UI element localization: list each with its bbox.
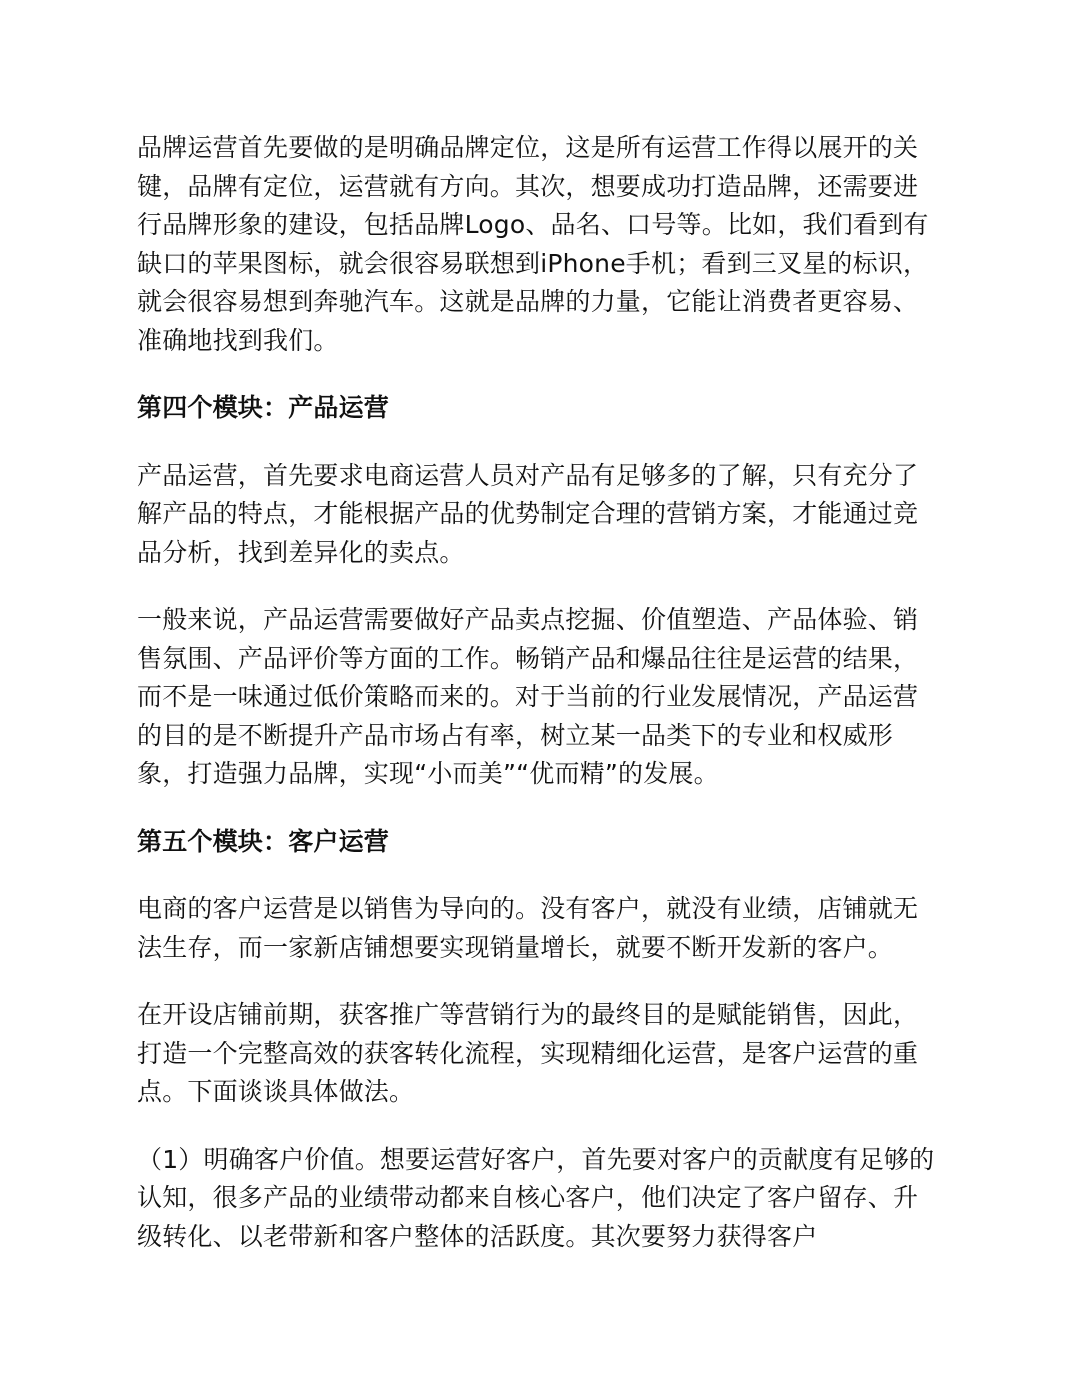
paragraph-product-operation-1: 产品运营，首先要求电商运营人员对产品有足够多的了解，只有充分了解产品的特点，才能根据产品的优势制定合理的营销方案，才能通过竞品分析，找到差异化的卖点。 xyxy=(137,460,919,567)
paragraph-brand-operation: 品牌运营首先要做的是明确品牌定位，这是所有运营工作得以展开的关键，品牌有定位，运营就有方向。其次，想要成功打造品牌，还需要进行品牌形象的建设，包括品牌Logo、品名、口号等。比如，我们看到有缺口的苹果图标，就会很容易联想到iPhone手机；看到三叉星的标识，就会很容易想到奔驰汽车。这就是品牌的力量，它能让消费者更容易、准确地找到我们。 xyxy=(137,133,929,355)
paragraph-customer-operation-2: 在开设店铺前期，获客推广等营销行为的最终目的是赋能销售，因此，打造一个完整高效的获客转化流程，实现精细化运营，是客户运营的重点。下面谈谈具体做法。 xyxy=(137,1000,919,1106)
paragraph-customer-operation-3: （1）明确客户价值。想要运营好客户，首先要对客户的贡献度有足够的认知，很多产品的业绩带动都来自核心客户，他们决定了客户留存、升级转化、以老带新和客户整体的活跃度。其次要努力获得客户 xyxy=(137,1144,935,1251)
paragraph-customer-operation-1: 电商的客户运营是以销售为导向的。没有客户，就没有业绩，店铺就无法生存，而一家新店铺想要实现销量增长，就要不断开发新的客户。 xyxy=(137,894,919,962)
section-heading-product-operation: 第四个模块：产品运营 xyxy=(137,393,390,422)
section-heading-customer-operation: 第五个模块：客户运营 xyxy=(137,826,390,856)
paragraph-product-operation-2: 一般来说，产品运营需要做好产品卖点挖掘、价值塑造、产品体验、销售氛围、产品评价等方面的工作。畅销产品和爆品往往是运营的结果，而不是一味通过低价策略而来的。对于当前的行业发展情况，产品运营的目的是不断提升产品市场占有率，树立某一品类下的专业和权威形象，打造强力品牌，实现“小而美”“优而精”的发展。 xyxy=(137,605,919,788)
document-body xyxy=(137,129,943,1285)
